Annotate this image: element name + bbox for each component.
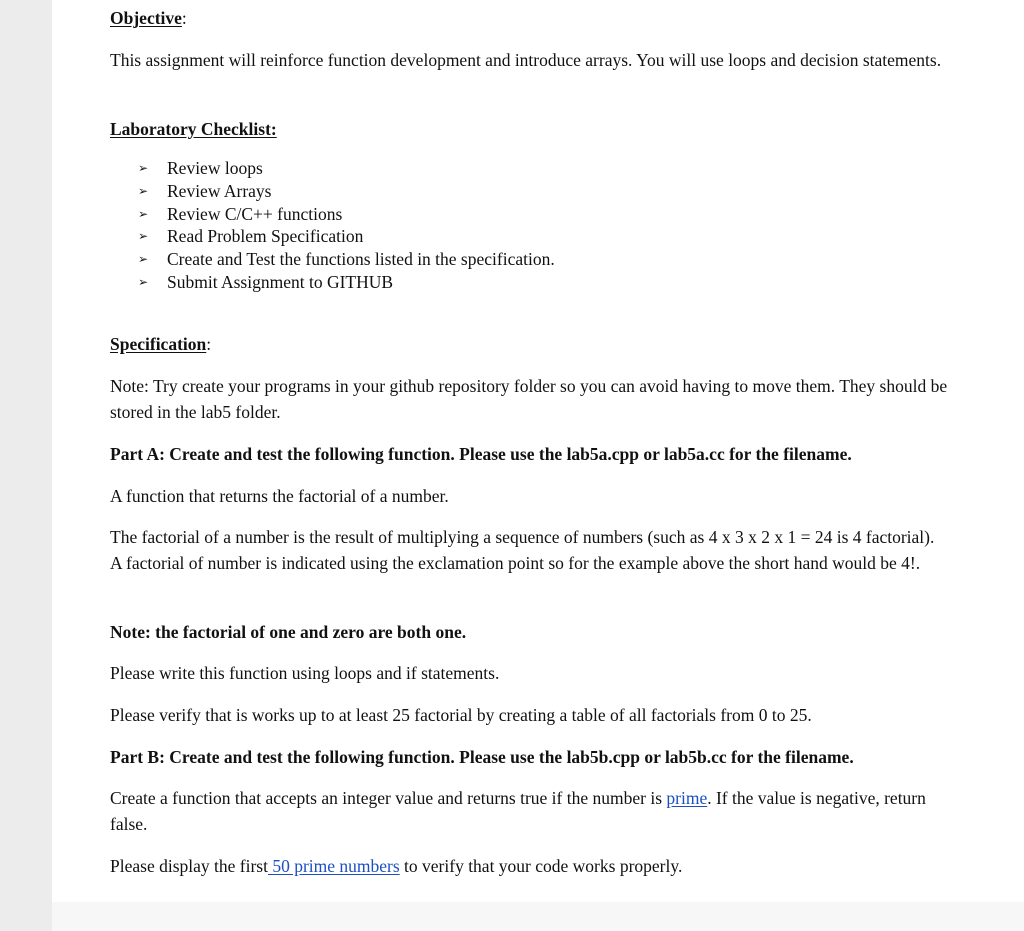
part-a-factorial-explanation: The factorial of a number is the result of multiplying a sequence of numbers (such as 4 x 3 x 2 x 1 = 24 is 4 factorial). A factorial of number is indicated using the exclamation point so for the example above the short hand would be 4!. — [110, 527, 935, 573]
checklist-item-text: Read Problem Specification — [167, 226, 364, 247]
prime-link[interactable]: prime — [666, 788, 708, 808]
checklist-item-text: Review loops — [167, 158, 263, 178]
checklist-item-text: Review C/C++ functions — [167, 203, 343, 224]
bullet-arrow-icon: ➢ — [138, 206, 149, 221]
part-a-description: A function that returns the factorial of a number. — [110, 486, 449, 506]
objective-text: This assignment will reinforce function development and introduce arrays. You will use loops and decision statements. — [110, 50, 942, 70]
part-b-display-text-end: to verify that your code works properly. — [399, 856, 683, 876]
checklist-heading-text: Laboratory Checklist: — [110, 119, 277, 139]
left-gutter — [0, 0, 52, 931]
checklist-heading — [110, 116, 277, 142]
bullet-arrow-icon: ➢ — [138, 274, 149, 289]
checklist-item-text: Create and Test the functions listed in the specification. — [167, 249, 555, 270]
checklist — [110, 157, 950, 294]
part-a-loops-instruction: Please write this function using loops and if statements. — [110, 663, 500, 683]
part-b-description-text-end: . If the value is negative, return false. — [110, 788, 926, 834]
part-a-title: Part A: Create and test the following function. Please use the lab5a.cpp or lab5a.cc for the filename. — [110, 444, 852, 464]
part-b-description — [110, 785, 960, 837]
bullet-arrow-icon: ➢ — [138, 183, 149, 198]
checklist-item — [110, 248, 950, 271]
specification-heading — [110, 331, 211, 357]
checklist-item — [110, 271, 950, 294]
objective-heading-colon: : — [181, 8, 187, 28]
part-a-note: Note: the factorial of one and zero are both one. — [110, 622, 467, 642]
part-b-description-text: Create a function that accepts an integer value and returns true if the number is — [110, 788, 667, 808]
page-bottom-edge — [52, 902, 1024, 931]
specification-heading-colon: : — [206, 334, 212, 354]
checklist-item — [110, 225, 950, 248]
bullet-arrow-icon: ➢ — [138, 252, 149, 267]
objective-heading — [110, 5, 187, 31]
part-a-verify-instruction: Please verify that is works up to at least 25 factorial by creating a table of all factorials from 0 to 25. — [110, 705, 812, 725]
part-b-title: Part B: Create and test the following function. Please use the lab5b.cpp or lab5b.cc for the filename. — [110, 747, 854, 767]
checklist-item-text: Submit Assignment to GITHUB — [167, 271, 394, 292]
part-b-display-text: Please display the first — [110, 856, 268, 876]
checklist-item — [110, 157, 950, 180]
objective-heading-text: Objective — [110, 8, 182, 28]
bullet-arrow-icon: ➢ — [138, 161, 149, 175]
part-b-display-instruction — [110, 853, 960, 879]
prime-numbers-link[interactable]: 50 prime numbers — [267, 856, 400, 876]
checklist-item — [110, 203, 950, 226]
specification-heading-text: Specification — [110, 334, 207, 354]
checklist-item-text: Review Arrays — [167, 180, 272, 201]
specification-note: Note: Try create your programs in your github repository folder so you can avoid having to move them. They should be stored in the lab5 folder. — [110, 376, 948, 422]
bullet-arrow-icon: ➢ — [138, 229, 149, 244]
checklist-item — [110, 180, 950, 203]
